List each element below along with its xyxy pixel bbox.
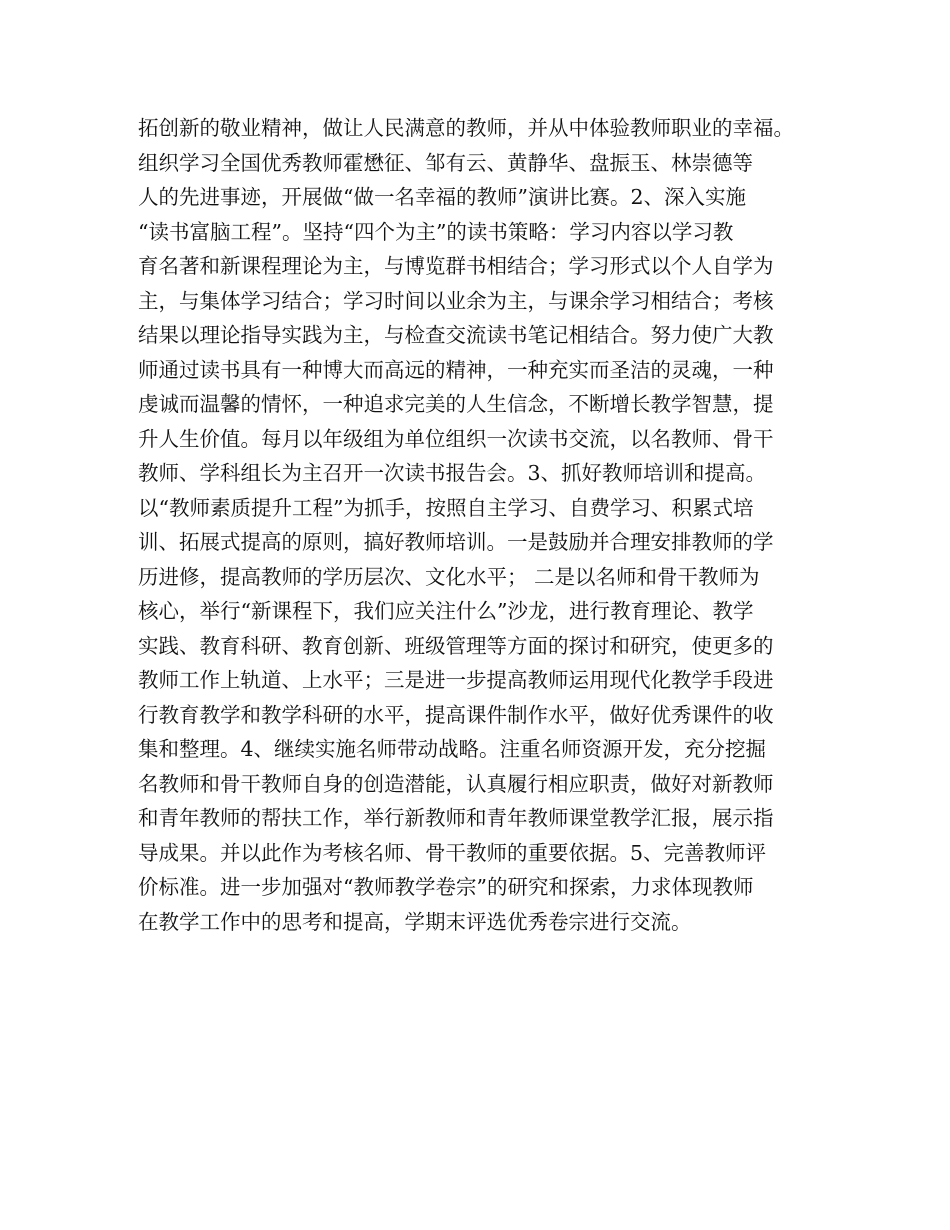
text-line: 主，与集体学习结合；学习时间以业余为主，与课余学习相结合；考核 <box>138 288 774 313</box>
text-line: 导成果。并以此作为考核名师、骨干教师的重要依据。5、完善教师评 <box>138 840 767 865</box>
text-line: 价标准。进一步加强对“教师教学卷宗”的研究和探索，力求体现教师 <box>138 875 754 899</box>
text-line: 以“教师素质提升工程”为抓手，按照自主学习、自费学习、积累式培 <box>138 495 754 520</box>
body-text <box>138 111 828 939</box>
text-line: 教师工作上轨道、上水平；三是进一步提高教师运用现代化教学手段进 <box>138 668 774 692</box>
text-line: “读书富脑工程”。坚持“四个为主”的读书策略：学习内容以学习教 <box>138 219 734 244</box>
text-line: 和青年教师的帮扶工作，举行新教师和青年教师课堂教学汇报，展示指 <box>138 806 774 830</box>
text-line: 结果以理论指导实践为主，与检查交流读书笔记相结合。努力使广大教 <box>138 323 774 347</box>
text-line: 实践、教育科研、教育创新、班级管理等方面的探讨和研究，使更多的 <box>138 633 774 658</box>
text-line: 行教育教学和教学科研的水平，提高课件制作水平，做好优秀课件的收 <box>138 702 774 727</box>
text-line: 核心，举行“新课程下，我们应关注什么”沙龙，进行教育理论、教学 <box>138 599 754 623</box>
text-line: 升人生价值。每月以年级组为单位组织一次读书交流，以名教师、骨干 <box>138 426 774 451</box>
text-line: 集和整理。4、继续实施名师带动战略。注重名师资源开发，充分挖掘 <box>138 737 767 761</box>
text-line: 历进修，提高教师的学历层次、文化水平； 二是以名师和骨干教师为 <box>138 564 760 589</box>
text-line: 育名著和新课程理论为主，与博览群书相结合；学习形式以个人自学为 <box>138 254 774 278</box>
text-line: 教师、学科组长为主召开一次读书报告会。3、抓好教师培训和提高。 <box>138 461 767 485</box>
text-line: 在教学工作中的思考和提高，学期末评选优秀卷宗进行交流。 <box>138 909 692 934</box>
text-line: 训、拓展式提高的原则，搞好教师培训。一是鼓励并合理安排教师的学 <box>138 530 774 554</box>
text-line: 拓创新的敬业精神，做让人民满意的教师，并从中体验教师职业的幸福。 <box>138 116 794 140</box>
text-line: 虔诚而温馨的情怀，一种追求完美的人生信念，不断增长教学智慧，提 <box>138 392 774 416</box>
text-line: 师通过读书具有一种博大而高远的精神，一种充实而圣洁的灵魂，一种 <box>138 357 774 382</box>
text-line: 人的先进事迹，开展做“做一名幸福的教师”演讲比赛。2、深入实施 <box>138 185 747 209</box>
text-line: 组织学习全国优秀教师霍懋征、邹有云、黄静华、盘振玉、林崇德等 <box>138 150 753 175</box>
text-line: 名教师和骨干教师自身的创造潜能，认真履行相应职责，做好对新教师 <box>138 771 774 796</box>
